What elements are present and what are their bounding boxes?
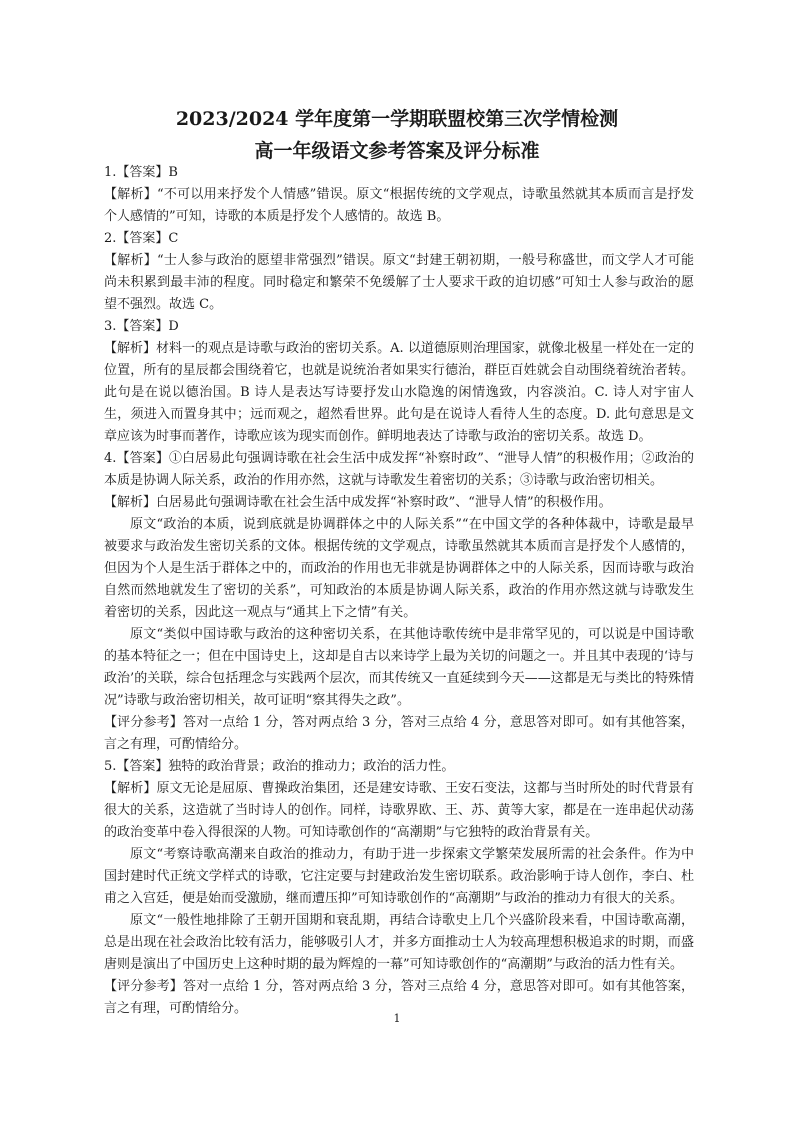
q4-analysis-para-2: 原文“类似中国诗歌与政治的这种密切关系，在其他诗歌传统中是非常罕见的，可以说是中国诗歌的基本特征之一；但在中国诗史上，这却是自古以来诗学上最为关切的问题之一。并且其中表现的‘诗与政治’的关联，综合包括理念与实践两个层次，而其传统又一直延续到今天——这都是无与类比的特殊情况”诗歌与政治密切相关，故可证明“察其得失之政”。 — [104, 627, 694, 708]
q4-analysis-para-1: 原文“政治的本质，说到底就是协调群体之中的人际关系”“在中国文学的各种体裁中，诗歌是最早被要求与政治发生密切关系的文体。根据传统的文学观点，诗歌虽然就其本质而言是抒发个人感情的，但因为个人是生活于群体之中的，而政治的作用也无非就是协调群体之中的人际关系，因而诗歌与政治自然而然地就发生了密切的关系”，可知政治的本质是协调人际关系，政治的作用亦然这就与诗歌发生着密切的关系，因此这一观点与“通其上下之情”有关。 — [104, 517, 694, 620]
q2-analysis: 【解析】“士人参与政治的愿望非常强烈”错误。原文“封建王朝初期，一般号称盛世，而文学人才可能尚未积累到最丰沛的程度。同时稳定和繁荣不免缓解了士人要求干政的迫切感”可知士人参与政治的愿望不强烈。故选 C。 — [104, 253, 694, 312]
q4-scoring: 【评分参考】答对一点给 1 分，答对两点给 3 分，答对三点给 4 分，意思答对即可。如有其他答案，言之有理，可酌情给分。 — [104, 715, 694, 752]
q1-answer: 1.【答案】B — [104, 165, 178, 180]
q3-analysis: 【解析】材料一的观点是诗歌与政治的密切关系。A. 以道德原则治理国家，就像北极星一样处在一定的位置，所有的星辰都会围绕着它，也就是说统治者如果实行德治，群臣百姓就会自动围绕着统治者转。此句是在说以德治国。B 诗人是表达写诗要抒发山水隐逸的闲情逸致，内容淡泊。C. 诗人对宇宙人生，须进入而置身其中；远而观之，超然看世界。此句是在说诗人看待人生的态度。D. 此句意思是文章应该为时事而著作，诗歌应该为现实而创作。鲜明地表达了诗歌与政治的密切关系。故选 D。 — [104, 341, 694, 444]
q4-answer: 4.【答案】①白居易此句强调诗歌在社会生活中成发挥“补察时政”、“泄导人情”的积极作用；②政治的本质是协调人际关系，政治的作用亦然，这就与诗歌发生着密切的关系；③诗歌与政治密切相关。 — [104, 451, 694, 488]
q1-analysis: 【解析】“不可以用来抒发个人情感”错误。原文“根据传统的文学观点，诗歌虽然就其本质而言是抒发个人感情的”可知，诗歌的本质是抒发个人感情的。故选 B。 — [104, 187, 694, 224]
document-title: 2023/2024 学年度第一学期联盟校第三次学情检测 — [175, 108, 619, 130]
page-number: 1 — [393, 1012, 401, 1025]
q5-analysis: 【解析】原文无论是屈原、曹操政治集团，还是建安诗歌、王安石变法，这都与当时所处的时代背景有很大的关系，这造就了当时诗人的创作。同样，诗歌界欧、王、苏、黄等大家，都是在一连串起伏动荡的政治变革中卷入得很深的人物。可知诗歌创作的“高潮期”与它独特的政治背景有关。 — [104, 781, 694, 840]
q5-answer: 5.【答案】独特的政治背景；政治的推动力；政治的活力性。 — [104, 759, 455, 774]
q2-answer: 2.【答案】C — [104, 231, 179, 246]
q5-analysis-para-2: 原文“一般性地排除了王朝开国期和衰乱期，再结合诗歌史上几个兴盛阶段来看，中国诗歌高潮，总是出现在社会政治比较有活力，能够吸引人才，并多方面推动士人为较高理想积极追求的时期，而盛唐则是演出了中国历史上这种时期的最为辉煌的一幕”可知诗歌创作的“高潮期”与政治的活力性有关。 — [104, 913, 694, 972]
answer-content — [104, 162, 694, 1020]
q4-analysis: 【解析】白居易此句强调诗歌在社会生活中成发挥“补察时政”、“泄导人情”的积极作用。 — [104, 495, 612, 510]
q5-scoring: 【评分参考】答对一点给 1 分，答对两点给 3 分，答对三点给 4 分，意思答对即可。如有其他答案，言之有理，可酌情给分。 — [104, 979, 694, 1016]
document-subtitle: 高一年级语文参考答案及评分标准 — [254, 140, 540, 162]
q3-answer: 3.【答案】D — [104, 319, 179, 334]
q5-analysis-para-1: 原文“考察诗歌高潮来自政治的推动力，有助于进一步探索文学繁荣发展所需的社会条件。作为中国封建时代正统文学样式的诗歌，它注定要与封建政治发生密切联系。政治影响于诗人创作，李白、杜甫之入宫廷，便是始而受激励，继而遭压抑”可知诗歌创作的“高潮期”与政治的推动力有很大的关系。 — [104, 847, 694, 906]
